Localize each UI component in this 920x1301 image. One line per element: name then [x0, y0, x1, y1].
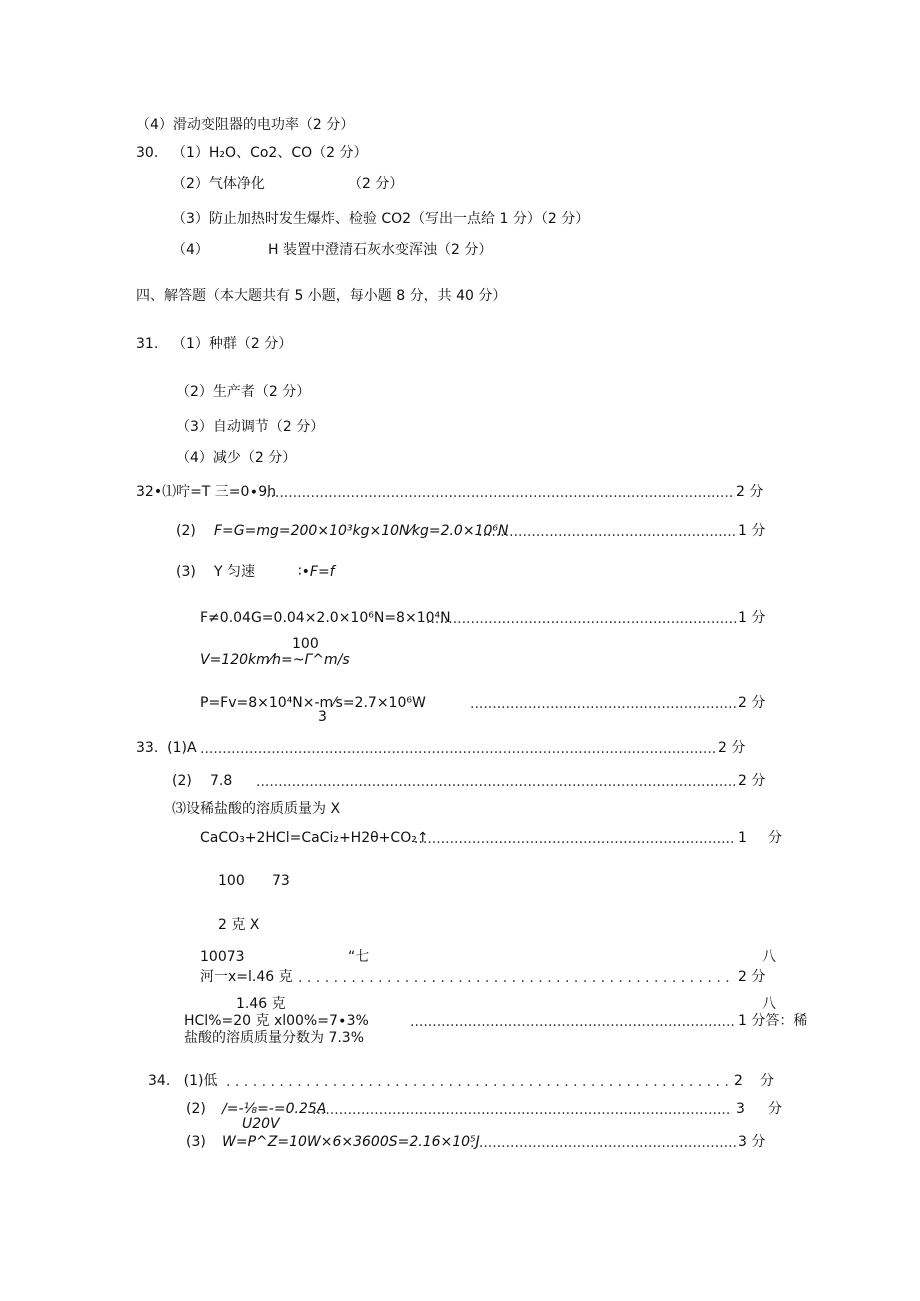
- leader-dots: [410, 1014, 736, 1030]
- q30-part3: （3）防止加热时发生爆炸、检验 CO2（写出一点给 1 分）（2 分）: [172, 211, 590, 227]
- q32-part2-label: (2): [176, 523, 196, 539]
- q33-part1: 33. (1)A: [136, 740, 197, 756]
- q32-friction: F≠0.04G=0.04×2.0×10⁶N=8×10⁴N: [200, 610, 451, 626]
- q30-number: 30.: [136, 145, 159, 161]
- section-4-heading: 四、解答题（本大题共有 5 小题，每小题 8 分，共 40 分）: [136, 288, 507, 304]
- leader-dots: [266, 485, 734, 501]
- q32-part2-score: 1 分: [738, 523, 766, 539]
- leader-dots: [470, 696, 736, 712]
- q31-part1: （1）种群（2 分）: [172, 336, 293, 352]
- q33-part3: ⑶设稀盐酸的溶质质量为 X: [172, 801, 341, 817]
- q31-part2: （2）生产者（2 分）: [176, 384, 311, 400]
- q32-part1-score: 2 分: [736, 484, 764, 500]
- q33-fraction-numerator: 1.46 克: [236, 996, 286, 1012]
- q33-answer: 盐酸的溶质质量分数为 7.3%: [184, 1030, 365, 1046]
- q33-mark-right: 八: [762, 949, 776, 965]
- leader-dots: [298, 970, 734, 986]
- q34-part1-score-unit: 分: [760, 1073, 774, 1089]
- q33-solve-x: 河一x=l.46 克: [200, 969, 293, 985]
- q30-part2-score: （2 分）: [348, 176, 404, 192]
- q33-mark: “七: [348, 949, 370, 965]
- q33-molar-hcl: 73: [272, 873, 290, 889]
- q32-power-score: 2 分: [738, 695, 766, 711]
- q30-part4-label: （4）: [172, 242, 209, 258]
- q33-part2-score: 2 分: [738, 773, 766, 789]
- q32-fraction-denominator: 3: [318, 709, 327, 725]
- q34-part2-score-unit: 分: [768, 1101, 782, 1117]
- leader-dots: [312, 1102, 732, 1118]
- q32-velocity: V=120km⁄h=~Γ^m/s: [200, 652, 350, 668]
- leader-dots: [200, 741, 716, 757]
- q34-part3-score: 3 分: [738, 1134, 766, 1150]
- leader-dots: [426, 611, 736, 627]
- q32-friction-score: 1 分: [738, 610, 766, 626]
- q33-part2-label: (2): [172, 773, 192, 789]
- q33-percentage-score: 1 分答：稀: [738, 1013, 808, 1029]
- q32-part2: F=G=mg=200×10³kg×10N⁄kg=2.0×10⁶N: [214, 523, 509, 539]
- q34-part2-label: (2): [186, 1101, 206, 1117]
- q33-molar-caco3: 100: [218, 873, 245, 889]
- q30-part2: （2）气体净化: [172, 176, 265, 192]
- leader-dots: [470, 1135, 736, 1151]
- q31-number: 31.: [136, 336, 159, 352]
- q33-mass: 2 克 X: [218, 917, 260, 933]
- q32-part3-uniform: Y 匀速: [214, 564, 256, 580]
- q34-voltage: U20V: [242, 1116, 280, 1132]
- q33-ratio-numerators: 10073: [200, 949, 245, 965]
- q31-part4: （4）减少（2 分）: [176, 450, 297, 466]
- leader-dots: [256, 774, 736, 790]
- q30-part4: H 装置中澄清石灰水变浑浊（2 分）: [268, 242, 493, 258]
- q33-part1-score: 2 分: [718, 740, 746, 756]
- q34-part3-label: (3): [186, 1134, 206, 1150]
- leader-dots: [226, 1074, 730, 1090]
- q33-mark-right-2: 八: [762, 996, 776, 1012]
- q34-part2: ∕=-⅛=-=0.25A: [222, 1101, 327, 1117]
- q32-part3-label: (3): [176, 564, 196, 580]
- q34-part1: 34. (1)低: [148, 1073, 218, 1089]
- leader-dots: [414, 831, 734, 847]
- q33-part2-value: 7.8: [210, 773, 233, 789]
- leader-dots: [478, 524, 736, 540]
- q34-part3: W=P^Z=10W×6×3600S=2.16×10⁵J: [222, 1134, 480, 1150]
- q33-solve-x-score: 2 分: [738, 969, 766, 985]
- q31-part3: （3）自动调节（2 分）: [176, 419, 325, 435]
- q33-equation-score-unit: 分: [768, 830, 782, 846]
- q32-part1: 32•⑴咛=T 三=0∙9h: [136, 484, 276, 500]
- q33-percentage: HCl%=20 克 xl00%=7∙3%: [184, 1013, 369, 1029]
- q29-part4: （4）滑动变阻器的电功率（2 分）: [136, 117, 355, 133]
- q32-fraction-numerator: 100: [292, 636, 319, 652]
- q33-equation: CaCO₃+2HCl=CaCi₂+H2θ+CO₂↑: [200, 830, 429, 846]
- q30-part1: （1）H₂O、Co2、CO（2 分）: [172, 145, 368, 161]
- q32-power: P=Fv=8×10⁴N×-m⁄s=2.7×10⁶W: [200, 695, 426, 711]
- q34-part1-score: 2: [734, 1073, 743, 1089]
- q34-part2-score: 3: [736, 1101, 745, 1117]
- q32-part3-force: ∶•F=f: [298, 564, 335, 580]
- q33-equation-score: 1: [738, 830, 747, 846]
